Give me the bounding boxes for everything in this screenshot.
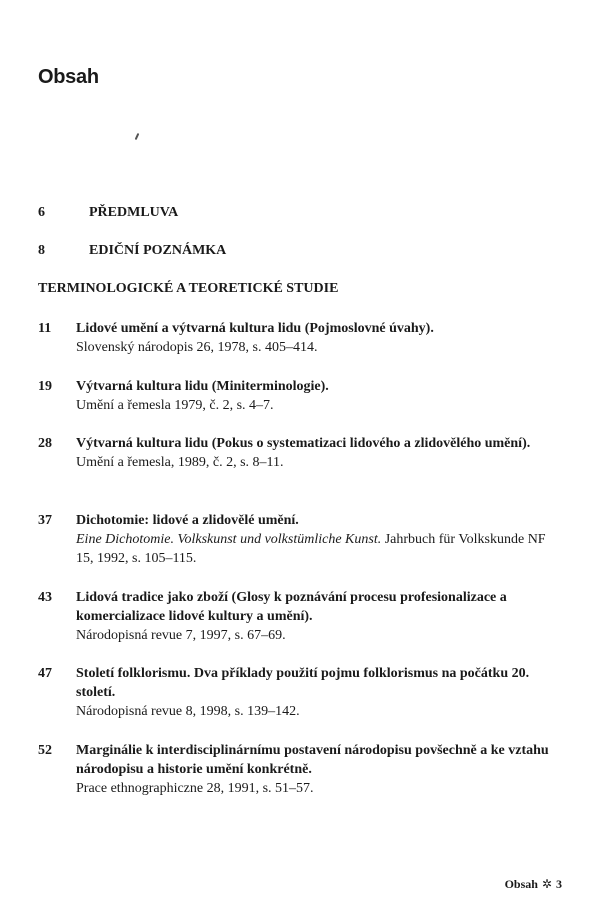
toc-entry-title: Výtvarná kultura lidu (Pokus o systematizaci lidového a zlidovělého umění). <box>76 436 531 451</box>
page-footer <box>505 877 562 892</box>
toc-entry-source-rest: Jahrbuch für Volkskunde NF 15, 1992, s. 105–115. <box>76 532 546 566</box>
toc-entry-title: Dichotomie: lidové a zlidovělé umění. <box>76 513 299 528</box>
page-title: Obsah <box>38 66 99 88</box>
toc-page-number: 11 <box>38 321 52 336</box>
toc-entry-source: Národopisná revue 8, 1998, s. 139–142. <box>76 704 300 719</box>
toc-entry-title: PŘEDMLUVA <box>89 205 179 220</box>
toc-entry-source: Prace ethnographiczne 28, 1991, s. 51–57. <box>76 781 314 796</box>
toc-entry-title: Výtvarná kultura lidu (Miniterminologie). <box>76 379 329 394</box>
toc-page-number: 19 <box>38 379 52 394</box>
toc-page-number: 37 <box>38 513 52 528</box>
toc-entry-title: EDIČNÍ POZNÁMKA <box>89 243 227 258</box>
page-number: 3 <box>556 877 562 891</box>
toc-page-number: 28 <box>38 436 52 451</box>
toc-entry-title: Lidová tradice jako zboží (Glosy k poznávání procesu profesionalizace a komercializace lidové kultury a umění). <box>76 590 507 624</box>
toc-page-number: 43 <box>38 590 52 605</box>
toc-page-number: 47 <box>38 666 52 681</box>
toc-entry-source: Národopisná revue 7, 1997, s. 67–69. <box>76 628 286 643</box>
toc-entry-title: Marginálie k interdisciplinárnímu postavení národopisu povšechně a ke vztahu národopisu a historie umění konkrétně. <box>76 743 549 777</box>
toc-entry-source-italic: Eine Dichotomie. Volkskunst und volkstümliche Kunst. <box>76 532 382 547</box>
footer-label: Obsah <box>504 877 538 891</box>
toc-page-number: 8 <box>38 243 45 258</box>
section-heading: TERMINOLOGICKÉ A TEORETICKÉ STUDIE <box>38 281 339 296</box>
toc-entry-source: Umění a řemesla, 1989, č. 2, s. 8–11. <box>76 455 284 470</box>
toc-entry-title: Století folklorismu. Dva příklady použití pojmu folklorismus na počátku 20. století. <box>76 666 530 700</box>
toc-entry-source: Slovenský národopis 26, 1978, s. 405–414. <box>76 340 318 355</box>
toc-page-number: 52 <box>38 743 52 758</box>
toc-entry-source <box>76 530 558 568</box>
toc-entry-source: Umění a řemesla 1979, č. 2, s. 4–7. <box>76 398 274 413</box>
ornament-icon: ✲ <box>541 877 552 891</box>
ink-speck <box>135 133 140 140</box>
toc-entry-title: Lidové umění a výtvarná kultura lidu (Pojmoslovné úvahy). <box>76 321 434 336</box>
toc-page-number: 6 <box>38 205 45 220</box>
